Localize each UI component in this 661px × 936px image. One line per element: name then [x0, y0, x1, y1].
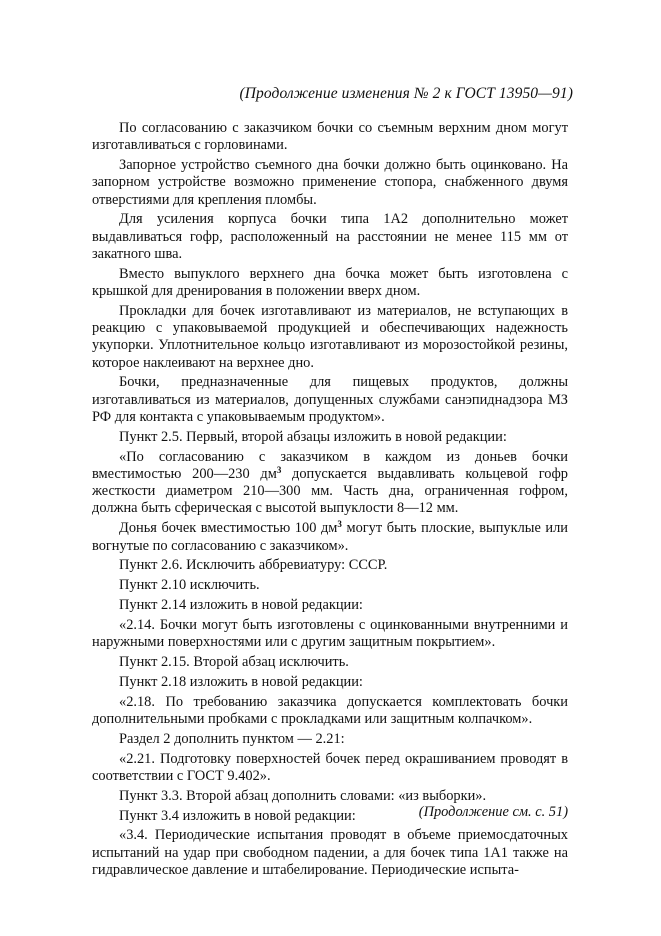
- paragraph-text: Донья бочек вместимостью 100 дм: [119, 520, 338, 537]
- paragraph: Запорное устройство съемного дна бочки должно быть оцинковано. На запорном устройстве возможно применение стопора, снабженного двумя отверстиями для крепления пломбы.: [92, 157, 568, 208]
- paragraph-text: «По согласованию с заказчиком в каждом из доньев бочки вместимостью 200—230 дм: [92, 448, 568, 482]
- paragraph: Пункт 2.10 исключить.: [119, 577, 260, 594]
- paragraph: Для усиления корпуса бочки типа 1А2 дополнительно может выдавливаться гофр, расположенный на расстоянии не менее 115 мм от закатного шва.: [92, 211, 568, 262]
- superscript: 3: [337, 519, 342, 530]
- continuation-header: (Продолжение изменения № 2 к ГОСТ 13950—91): [239, 85, 573, 102]
- paragraph-text: допускается выдавливать кольцевой гофр жесткости диаметром 210—300 мм. Часть дна, ограниченная гофром, должна быть сферическая с высотой выпуклости 8—12 мм.: [92, 465, 568, 517]
- continuation-footer: (Продолжение см. с. 51): [418, 804, 568, 820]
- paragraph: Пункт 2.5. Первый, второй абзацы изложить в новой редакции:: [119, 428, 507, 445]
- paragraph: Раздел 2 дополнить пунктом — 2.21:: [119, 730, 345, 747]
- paragraph: «2.18. По требованию заказчика допускается комплектовать бочки дополнительными пробками с прокладками или защитным колпачком».: [92, 693, 568, 727]
- paragraph: Пункт 2.18 изложить в новой редакции:: [119, 673, 363, 690]
- paragraph: [92, 520, 568, 555]
- document-body: [92, 120, 568, 882]
- paragraph: Пункт 2.14 изложить в новой редакции:: [119, 597, 363, 614]
- paragraph: [92, 449, 568, 518]
- superscript: 3: [276, 464, 282, 475]
- paragraph: Пункт 2.6. Исключить аббревиатуру: СССР.: [119, 557, 388, 574]
- paragraph: Вместо выпуклого верхнего дна бочка может быть изготовлена с крышкой для дренирования в положении вверх дном.: [92, 265, 568, 300]
- paragraph: Прокладки для бочек изготавливают из материалов, не вступающих в реакцию с упаковываемой продукцией и обеспечивающих надежность укупорки. Уплотнительное кольцо изготавливают из морозостойкой резины, которое наклеивают на верхнее дно.: [92, 302, 568, 371]
- paragraph-text: могут быть плоские, выпуклые или вогнутые по согласованию с заказчиком».: [92, 520, 568, 554]
- paragraph: По согласованию с заказчиком бочки со съемным верхним дном могут изготавливаться с горловинами.: [92, 120, 568, 154]
- paragraph: Бочки, предназначенные для пищевых продуктов, должны изготавливаться из материалов, допущенных службами санэпиднадзора МЗ РФ для контакта с упаковываемым продуктом».: [92, 374, 568, 425]
- paragraph: «2.14. Бочки могут быть изготовлены с оцинкованными внутренними и наружными поверхностями или с другим защитным покрытием».: [92, 616, 568, 651]
- paragraph: Пункт 3.3. Второй абзац дополнить словами: «из выборки».: [119, 787, 487, 804]
- paragraph: «3.4. Периодические испытания проводят в объеме приемосдаточных испытаний на удар при свободном падении, а для бочек типа 1А1 также на гидравлическое давление и штабелирование. Периодические испыта-: [92, 827, 568, 878]
- paragraph: Пункт 3.4 изложить в новой редакции:: [119, 807, 356, 824]
- paragraph: Пункт 2.15. Второй абзац исключить.: [119, 653, 349, 670]
- paragraph: «2.21. Подготовку поверхностей бочек перед окрашиванием проводят в соответствии с ГОСТ 9.402».: [92, 750, 568, 784]
